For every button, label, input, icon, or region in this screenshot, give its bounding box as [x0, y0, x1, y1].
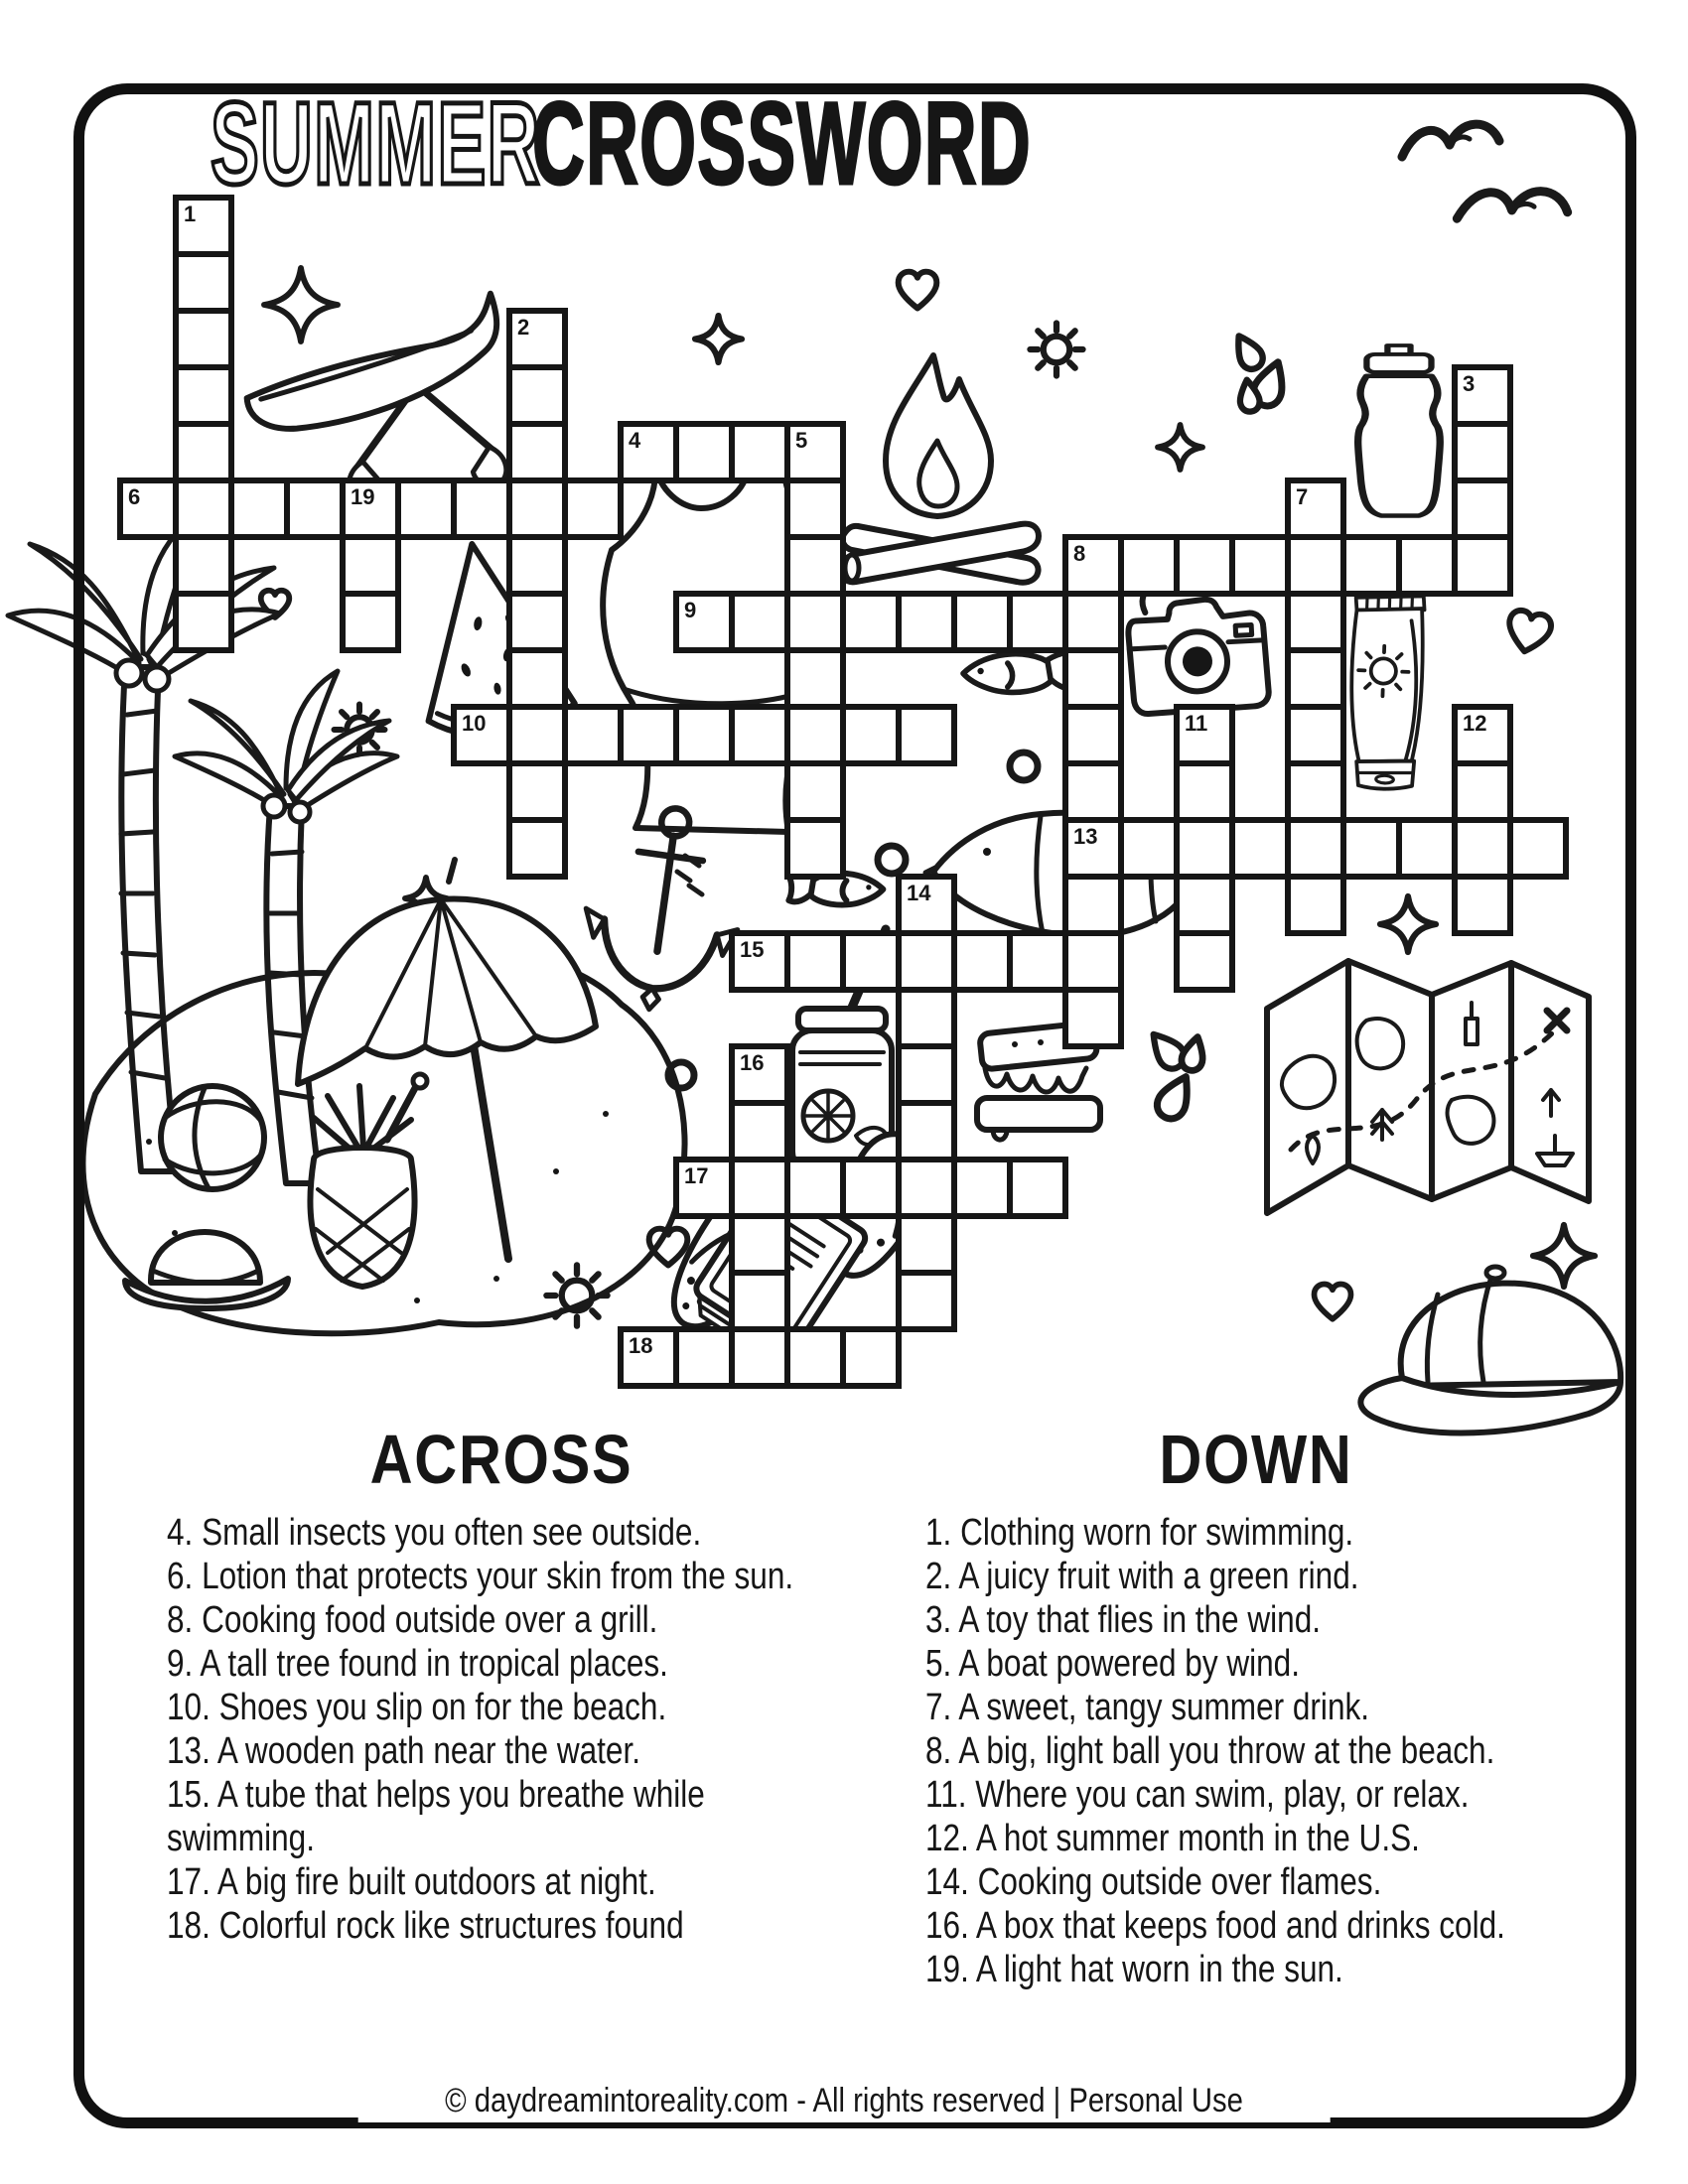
grid-cell[interactable]: [896, 1213, 957, 1276]
grid-cell[interactable]: [673, 704, 735, 766]
grid-cell[interactable]: [951, 1157, 1013, 1219]
grid-cell[interactable]: [117, 478, 179, 540]
grid-cell[interactable]: [506, 591, 568, 653]
down-clue: 7. A sweet, tangy summer drink.: [925, 1687, 1370, 1728]
grid-cell[interactable]: [451, 478, 512, 540]
across-clue: 10. Shoes you slip on for the beach.: [167, 1687, 667, 1728]
clue-number: 2: [517, 315, 530, 340]
grid-cell[interactable]: [729, 591, 790, 653]
down-clue: 2. A juicy fruit with a green rind.: [925, 1556, 1359, 1597]
down-clue: 5. A boat powered by wind.: [925, 1643, 1300, 1685]
clue-number: 9: [684, 598, 697, 622]
across-clue: 13. A wooden path near the water.: [167, 1730, 640, 1772]
grid-cell[interactable]: [729, 1157, 790, 1219]
grid-cell[interactable]: [1452, 760, 1513, 823]
grid-cell[interactable]: [729, 1213, 790, 1276]
grid-cell[interactable]: [840, 930, 902, 993]
grid-cell[interactable]: [506, 647, 568, 710]
sunscreen-tube-icon: [1347, 594, 1425, 790]
grid-cell[interactable]: [840, 1157, 902, 1219]
grid-cell[interactable]: [1340, 817, 1402, 880]
heart-icon: [899, 272, 937, 309]
grid-cell[interactable]: [1285, 647, 1346, 710]
clue-number: 12: [1463, 711, 1487, 736]
sun-icon: [1030, 323, 1082, 375]
down-clue: 16. A box that keeps food and drinks cold.: [925, 1905, 1505, 1947]
grid-cell[interactable]: [395, 478, 457, 540]
grid-cell[interactable]: [896, 1270, 957, 1332]
grid-cell[interactable]: [896, 930, 957, 993]
grid-cell[interactable]: [729, 1270, 790, 1332]
grid-cell[interactable]: [1452, 421, 1513, 483]
grid-cell[interactable]: [784, 534, 846, 597]
grid-cell[interactable]: [1062, 987, 1124, 1049]
grid-cell[interactable]: [173, 251, 234, 314]
grid-cell[interactable]: [506, 817, 568, 880]
down-clue-list: [925, 1511, 1602, 1991]
clue-number: 6: [128, 484, 141, 509]
grid-cell[interactable]: [1007, 1157, 1068, 1219]
grid-cell[interactable]: [1285, 478, 1346, 540]
treasure-map-icon: [1267, 961, 1589, 1213]
canoe-icon: [241, 293, 509, 508]
down-clue: 1. Clothing worn for swimming.: [925, 1512, 1354, 1554]
clue-number: 8: [1073, 541, 1086, 566]
grid-cell[interactable]: [840, 1326, 902, 1389]
water-bottle-icon: [1358, 345, 1441, 516]
grid-cell[interactable]: [1340, 534, 1402, 597]
grid-cell[interactable]: [173, 421, 234, 483]
grid-cell[interactable]: [1062, 874, 1124, 936]
grid-cell[interactable]: [340, 591, 401, 653]
seagull-icon: [1402, 124, 1499, 157]
ring-icon: [1010, 752, 1038, 780]
grid-cell[interactable]: [784, 478, 846, 540]
grid-cell[interactable]: [951, 591, 1013, 653]
grid-cell[interactable]: [784, 591, 846, 653]
across-clue: 17. A big fire built outdoors at night.: [167, 1861, 656, 1903]
clue-number: 7: [1296, 484, 1309, 509]
clue-number: 18: [629, 1333, 653, 1358]
grid-cell[interactable]: [173, 308, 234, 370]
heart-icon: [1504, 609, 1553, 656]
grid-cell[interactable]: [784, 760, 846, 823]
grid-cell[interactable]: [896, 704, 957, 766]
grid-cell[interactable]: [1174, 534, 1235, 597]
grid-cell[interactable]: [784, 1326, 846, 1389]
grid-cell[interactable]: [284, 478, 346, 540]
grid-cell[interactable]: [896, 1157, 957, 1219]
clue-number: 10: [462, 711, 487, 736]
grid-cell[interactable]: [1452, 534, 1513, 597]
grid-cell[interactable]: [1285, 874, 1346, 936]
grid-cell[interactable]: [506, 760, 568, 823]
down-clue: 14. Cooking outside over flames.: [925, 1861, 1382, 1903]
grid-cell[interactable]: [1452, 478, 1513, 540]
sparkle-icon: [264, 268, 338, 341]
grid-cell[interactable]: [173, 478, 234, 540]
grid-cell[interactable]: [951, 930, 1013, 993]
water-drops-icon: [1229, 331, 1291, 413]
grid-cell[interactable]: [1396, 534, 1458, 597]
grid-cell[interactable]: [1285, 704, 1346, 766]
beach-ball-icon: [161, 1086, 264, 1189]
across-clue: 8. Cooking food outside over a grill.: [167, 1599, 658, 1641]
grid-cell[interactable]: [173, 534, 234, 597]
sparkle-icon: [1380, 896, 1436, 952]
grid-cell[interactable]: [340, 534, 401, 597]
grid-cell[interactable]: [173, 364, 234, 427]
grid-cell[interactable]: [896, 1043, 957, 1106]
clue-number: 19: [351, 484, 375, 509]
clue-number: 14: [907, 881, 931, 905]
grid-cell[interactable]: [1174, 817, 1235, 880]
grid-cell[interactable]: [506, 308, 568, 370]
grid-cell[interactable]: [506, 534, 568, 597]
grid-cell[interactable]: [1118, 817, 1180, 880]
grid-cell[interactable]: [784, 421, 846, 483]
across-header: ACROSS: [369, 1421, 633, 1498]
across-clue: 18. Colorful rock like structures found: [167, 1905, 684, 1947]
grid-cell[interactable]: [1285, 817, 1346, 880]
grid-cell[interactable]: [173, 591, 234, 653]
grid-cell[interactable]: [1062, 760, 1124, 823]
grid-cell[interactable]: [1062, 591, 1124, 653]
grid-cell[interactable]: [1452, 817, 1513, 880]
grid-cell[interactable]: [729, 421, 790, 483]
grid-cell[interactable]: [1229, 817, 1291, 880]
grid-cell[interactable]: [673, 591, 735, 653]
grid-cell[interactable]: [784, 817, 846, 880]
grid-cell[interactable]: [562, 704, 624, 766]
grid-cell[interactable]: [896, 591, 957, 653]
grid-cell[interactable]: [506, 364, 568, 427]
grid-cell[interactable]: [1062, 647, 1124, 710]
page-title-summer: SUMMER: [211, 78, 541, 209]
pineapple-drink-icon: [311, 1074, 427, 1287]
grid-cell[interactable]: [1007, 930, 1068, 993]
footer-credit: [358, 2079, 1331, 2122]
ring-icon: [878, 846, 906, 874]
grid-cell[interactable]: [1174, 760, 1235, 823]
sparkle-icon: [1533, 1225, 1595, 1287]
grid-cell[interactable]: [673, 421, 735, 483]
grid-cell[interactable]: [1174, 930, 1235, 993]
camera-icon: [1126, 581, 1269, 715]
grid-cell[interactable]: [673, 1326, 735, 1389]
grid-cell[interactable]: [228, 478, 290, 540]
grid-cell[interactable]: [1452, 364, 1513, 427]
down-clue: 8. A big, light ball you throw at the beach.: [925, 1730, 1495, 1772]
grid-cell[interactable]: [1062, 534, 1124, 597]
grid-cell[interactable]: [729, 704, 790, 766]
seagull-icon: [1457, 183, 1569, 230]
down-clue: 19. A light hat worn in the sun.: [925, 1949, 1343, 1990]
grid-cell[interactable]: [784, 930, 846, 993]
grid-cell[interactable]: [1062, 930, 1124, 993]
grid-cell[interactable]: [784, 1157, 846, 1219]
clue-number: 3: [1463, 371, 1476, 396]
grid-cell[interactable]: [506, 421, 568, 483]
grid-cell[interactable]: [1507, 817, 1569, 880]
footer-text: © daydreamintoreality.com - All rights reserved | Personal Use: [445, 2082, 1243, 2119]
clue-number: 16: [740, 1050, 765, 1075]
sparkle-icon: [695, 316, 742, 362]
across-clue: 4. Small insects you often see outside.: [167, 1512, 702, 1554]
clue-number: 11: [1185, 711, 1208, 736]
clue-number: 4: [629, 428, 641, 453]
grid-cell[interactable]: [506, 704, 568, 766]
grid-cell[interactable]: [618, 421, 679, 483]
down-clue: 3. A toy that flies in the wind.: [925, 1599, 1321, 1641]
grid-cell[interactable]: [840, 591, 902, 653]
clue-number: 15: [740, 937, 765, 962]
grid-cell[interactable]: [1285, 534, 1346, 597]
across-clue: 9. A tall tree found in tropical places.: [167, 1643, 668, 1685]
grid-cell[interactable]: [1229, 534, 1291, 597]
grid-cell[interactable]: [896, 1100, 957, 1162]
across-clue: 15. A tube that helps you breathe while swimming.: [167, 1774, 705, 1859]
grid-cell[interactable]: [1396, 817, 1458, 880]
clue-number: 1: [184, 202, 197, 226]
down-header: DOWN: [1159, 1421, 1353, 1498]
clue-number: 5: [795, 428, 808, 453]
page-title-crossword: CROSSWORD: [532, 78, 1032, 209]
grid-cell[interactable]: [1452, 874, 1513, 936]
across-clue-list: [167, 1511, 830, 1948]
across-clue: 6. Lotion that protects your skin from the sun.: [167, 1556, 794, 1597]
clue-number: 17: [684, 1163, 709, 1188]
down-clue: 11. Where you can swim, play, or relax.: [925, 1774, 1470, 1816]
grid-cell[interactable]: [1062, 704, 1124, 766]
grid-cell[interactable]: [784, 704, 846, 766]
grid-cell[interactable]: [562, 478, 624, 540]
campfire-icon: [842, 355, 1039, 583]
grid-cell[interactable]: [1285, 591, 1346, 653]
grid-cell[interactable]: [1174, 874, 1235, 936]
grid-cell[interactable]: [784, 647, 846, 710]
baseball-cap-icon: [1360, 1267, 1620, 1433]
grid-cell[interactable]: [1118, 534, 1180, 597]
down-clue: 12. A hot summer month in the U.S.: [925, 1818, 1420, 1859]
grid-cell[interactable]: [1007, 591, 1068, 653]
heart-icon: [1315, 1285, 1351, 1319]
clue-number: 13: [1073, 824, 1098, 849]
water-drops-icon: [1144, 1026, 1207, 1124]
grid-cell[interactable]: [729, 1100, 790, 1162]
grid-cell[interactable]: [1285, 760, 1346, 823]
sun-hat-icon: [125, 1232, 288, 1308]
grid-cell[interactable]: [896, 987, 957, 1049]
grid-cell[interactable]: [506, 478, 568, 540]
sparkle-icon: [1158, 425, 1202, 470]
grid-cell[interactable]: [840, 704, 902, 766]
grid-cell[interactable]: [618, 704, 679, 766]
grid-cell[interactable]: [729, 1326, 790, 1389]
